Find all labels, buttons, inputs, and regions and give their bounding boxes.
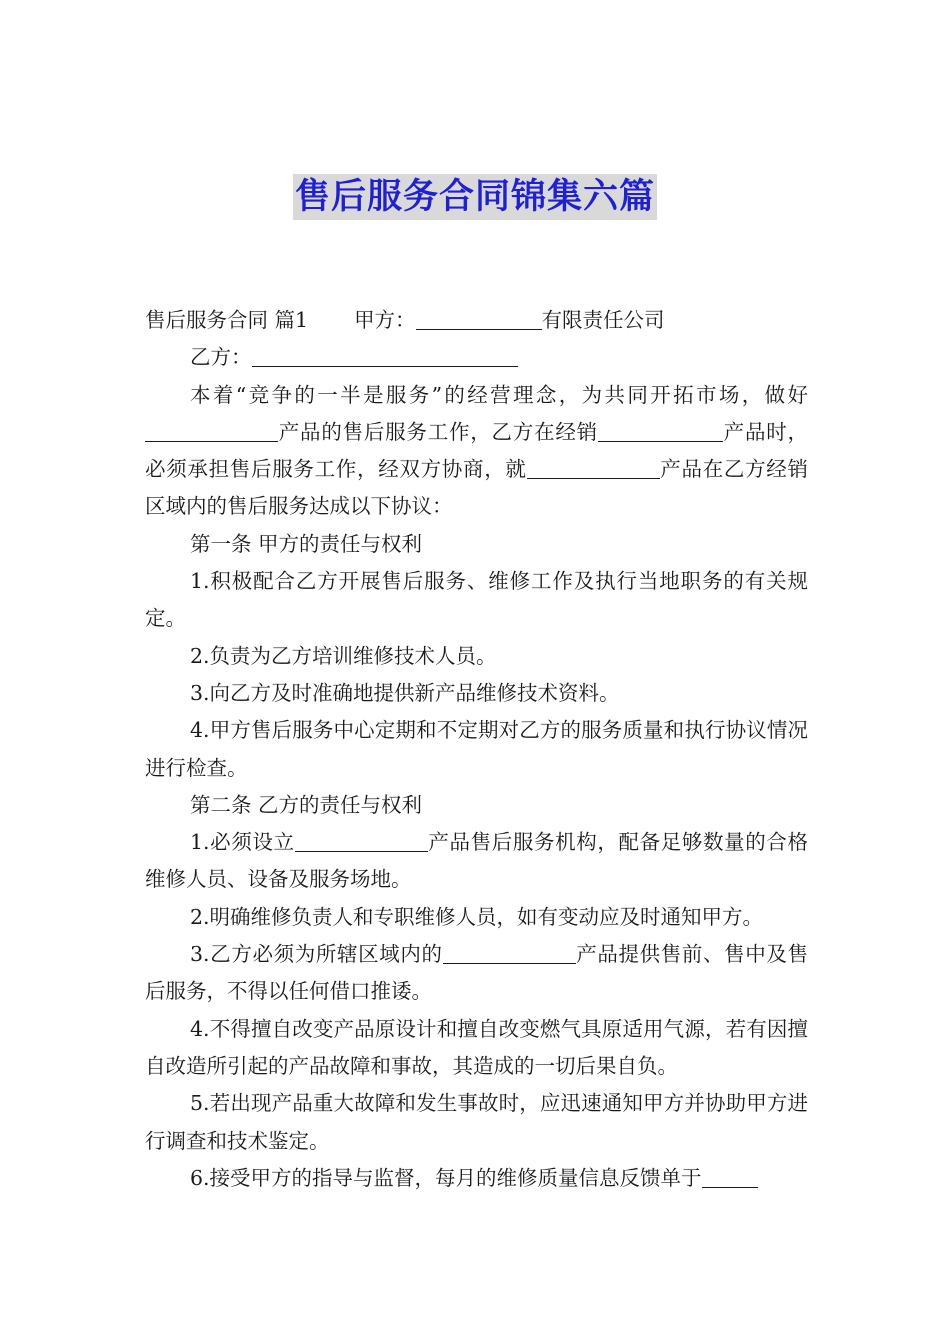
article-2-item-6	[145, 1160, 808, 1197]
article-2-heading: 第二条 乙方的责任与权利	[190, 792, 423, 817]
article-2-item-3-post: 产品提供售前、售中及售后服务，不得以任何借口推诿。	[145, 942, 808, 1004]
article-2-item-6-pre: 6.接受甲方的指导与监督，每月的维修质量信息反馈单于	[190, 1165, 702, 1190]
article-1-item-4: 4.甲方售后服务中心定期和不定期对乙方的服务质量和执行协议情况进行检查。	[145, 718, 808, 780]
region-product-blank	[443, 942, 576, 965]
party-b-line	[145, 339, 808, 376]
document-title: 售后服务合同锦集六篇	[293, 174, 657, 220]
intro-text-1: 本着“竞争的一半是服务”的经营理念，为共同开拓市场，做好	[190, 382, 808, 407]
intro-text-2: 产品的售后服务工作，乙方在经销	[278, 419, 598, 444]
article-1-item-1: 1.积极配合乙方开展售后服务、维修工作及执行当地职务的有关规定。	[145, 569, 808, 631]
party-b-label: 乙方：	[190, 345, 252, 370]
intro-paragraph	[145, 377, 808, 526]
party-a-suffix: 有限责任公司	[541, 308, 665, 332]
contract-heading: 售后服务合同 篇1	[145, 308, 309, 332]
party-a-blank	[416, 308, 542, 331]
product-blank-3	[527, 457, 660, 480]
intro-text-3: 产品时，必须承担售后服务工作，经双方协商，就	[145, 419, 809, 482]
article-2-item-4: 4.不得擅自改变产品原设计和擅自改变燃气具原适用气源，若有因擅自改造所引起的产品故障和事故，其造成的一切后果自负。	[145, 1016, 808, 1078]
article-1-item-3: 3.向乙方及时准确地提供新产品维修技术资料。	[190, 680, 620, 705]
document-body	[145, 302, 808, 1197]
feedback-date-blank	[702, 1165, 758, 1188]
article-2-item-2: 2.明确维修负责人和专职维修人员，如有变动应及时通知甲方。	[190, 904, 764, 929]
article-2-item-3-pre: 3.乙方必须为所辖区域内的	[190, 942, 443, 967]
title-container	[0, 174, 950, 220]
heading-line	[145, 302, 808, 339]
article-2-item-1-pre: 1.必须设立	[190, 830, 295, 855]
article-2-item-1	[145, 824, 808, 899]
service-org-blank	[295, 830, 428, 853]
article-2-item-5: 5.若出现产品重大故障和发生事故时，应迅速通知甲方并协助甲方进行调查和技术鉴定。	[145, 1091, 808, 1153]
product-blank-1	[145, 419, 278, 442]
party-b-blank	[252, 345, 518, 368]
party-a-label: 甲方：	[354, 308, 416, 332]
article-2-item-1-post: 产品售后服务机构，配备足够数量的合格维修人员、设备及服务场地。	[145, 830, 809, 892]
product-blank-2	[598, 419, 723, 442]
article-1-item-2: 2.负责为乙方培训维修技术人员。	[190, 643, 497, 668]
article-2-item-3	[145, 936, 808, 1011]
article-1-heading: 第一条 甲方的责任与权利	[190, 531, 423, 556]
intro-text-4: 产品在乙方经销区域内的售后服务达成以下协议：	[145, 457, 809, 519]
